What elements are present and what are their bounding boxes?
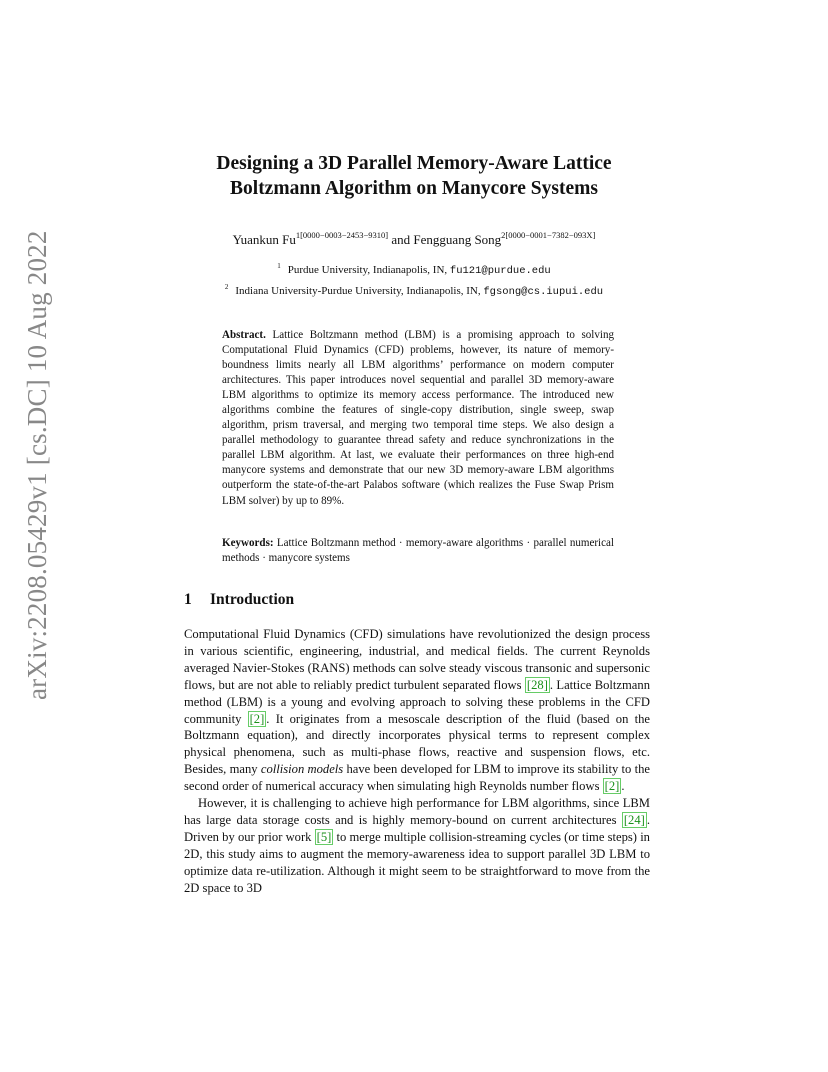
section-body: [184, 626, 650, 897]
section-number: 1: [184, 591, 192, 608]
affiliation-1: [150, 258, 678, 279]
abstract-label: Abstract.: [222, 329, 266, 341]
paper-title: [150, 151, 678, 201]
affiliation-2: [150, 279, 678, 300]
section-title: Introduction: [210, 591, 295, 608]
abstract: [222, 328, 614, 509]
p1-emphasis: collision models: [260, 762, 344, 777]
citation-link[interactable]: [24]: [623, 812, 645, 827]
p1-text-3: . It originates from a mesoscale description of the fluid (based on the Boltzmann equation), and directly incorporates physical terms to represent complex physical phenomena, such as multi-phase flows, reactive and suspension flows, etc. Besides, many: [184, 711, 650, 777]
author-conjunction: and: [388, 232, 414, 247]
affiliations: [150, 258, 678, 300]
abstract-text: Lattice Boltzmann method (LBM) is a promising approach to solving Computational Fluid Dynamics (CFD) problems, however, its nature of memory-boundness limits nearly all LBM algorithms’ performance on modern computer architectures. This paper introduces novel sequential and parallel 3D memory-aware LBM algorithms to optimize its memory access performance. The introduced new algorithms combine the features of single-copy distribution, single sweep, swap algorithm, prism traversal, and merging two temporal time steps. We also design a parallel methodology to guarantee thread safety and reduce synchronizations in the parallel LBM algorithm. At last, we evaluate their performances on three high-end manycore systems and demonstrate that our new 3D memory-aware LBM algorithms outperform the state-of-the-art Palabos software (which realizes the Fuse Swap Prism LBM solver) by up to 89%.: [222, 329, 615, 507]
affiliation-2-email[interactable]: fgsong@cs.iupui.edu: [483, 286, 604, 298]
affiliation-2-number: 2: [224, 283, 229, 291]
citation-link[interactable]: [2]: [604, 779, 620, 794]
keywords-text: Lattice Boltzmann method · memory-aware algorithms · parallel numerical methods · manycore systems: [222, 537, 615, 565]
author-line: [150, 226, 678, 249]
paragraph-2: [184, 795, 650, 896]
affiliation-1-email[interactable]: fu121@purdue.edu: [449, 265, 551, 277]
author-1-orcid: 1[0000−0003−2453−9310]: [295, 230, 389, 240]
p1-text-1: Computational Fluid Dynamics (CFD) simulations have revolutionized the design process in various scientific, engineering, industrial, and medical fields. The current Reynolds averaged Navier-Stokes (RANS) methods can solve steady viscous transonic and supersonic flows, but are not able to reliably predict turbulent separated flows: [184, 627, 650, 692]
keywords: [222, 536, 614, 566]
citation-link[interactable]: [2]: [249, 711, 265, 726]
title-line-1: Designing a 3D Parallel Memory-Aware Lattice: [216, 153, 612, 174]
keywords-label: Keywords:: [222, 537, 274, 549]
citation-link[interactable]: [5]: [316, 829, 332, 844]
affiliation-2-text: Indiana University-Purdue University, Indianapolis, IN,: [235, 285, 484, 297]
arxiv-stamp-text: arXiv:2208.05429v1 [cs.DC] 10 Aug 2022: [22, 230, 52, 700]
author-2-orcid: 2[0000−0001−7382−093X]: [501, 230, 596, 240]
citation-link[interactable]: [28]: [526, 677, 548, 692]
p2-text-1: However, it is challenging to achieve high performance for LBM algorithms, since LBM has large data storage costs and is highly memory-bound on current architectures: [184, 796, 650, 827]
author-2-name: Fengguang Song: [413, 232, 502, 247]
affiliation-1-text: Purdue University, Indianapolis, IN,: [287, 264, 450, 276]
arxiv-stamp: [22, 230, 62, 700]
affiliation-1-number: 1: [277, 262, 281, 270]
paragraph-1: [184, 626, 650, 795]
author-1-name: Yuankun Fu: [232, 232, 296, 247]
p2-text-3: to merge multiple collision-streaming cycles (or time steps) in 2D, this study aims to augment the memory-awareness idea to support parallel 3D LBM to optimize data re-utilization. Although it might seem to be straightforward to move from the 2D space to 3D: [184, 829, 650, 895]
section-heading: [184, 591, 294, 609]
p1-text-5: .: [621, 779, 625, 794]
p1-text-2: . Lattice Boltzmann method (LBM) is a young and evolving approach to solving these problems in the CFD community: [184, 677, 650, 726]
title-line-2: Boltzmann Algorithm on Manycore Systems: [230, 178, 598, 199]
p2-text-2: . Driven by our prior work: [184, 812, 650, 844]
p1-text-4: have been developed for LBM to improve its stability to the second order of numerical accuracy when simulating high Reynolds number flows: [184, 762, 650, 794]
